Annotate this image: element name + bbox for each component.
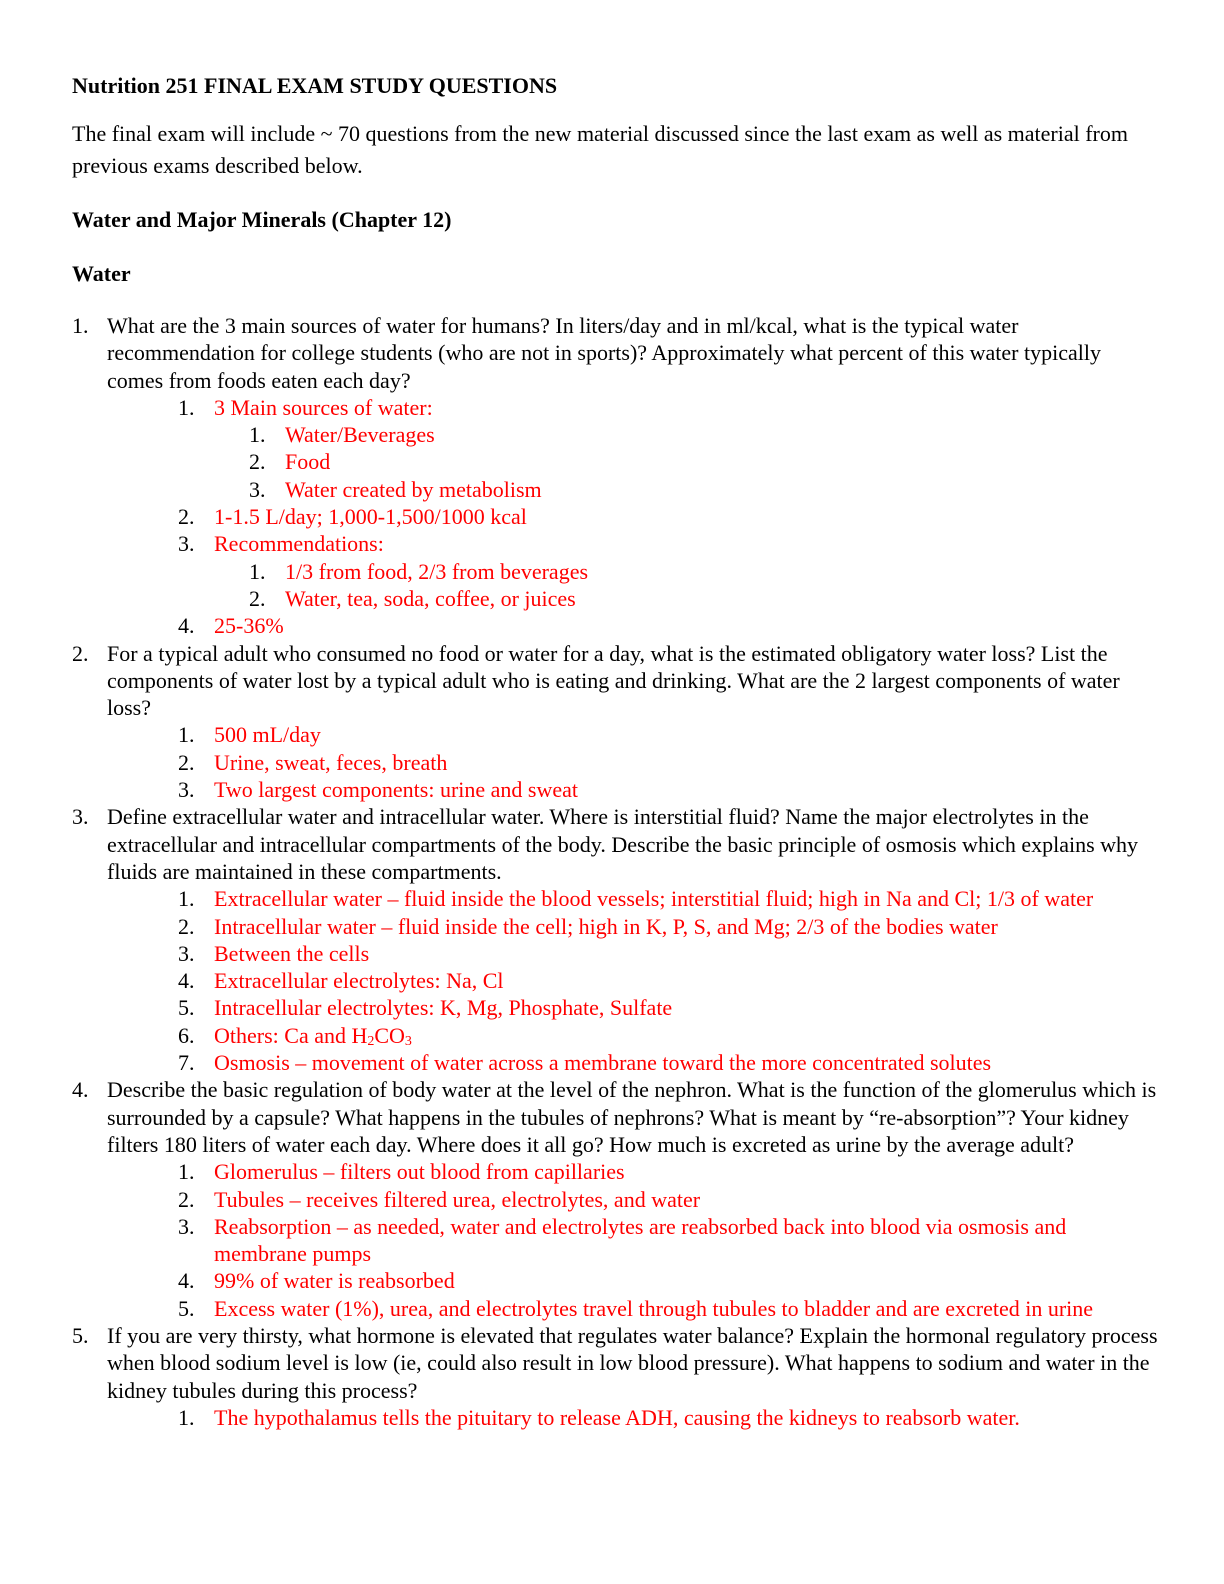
answer-item bbox=[107, 394, 1162, 421]
answer-text-part: CO bbox=[374, 1022, 405, 1048]
answer-item bbox=[107, 612, 1162, 639]
answer-text: Excess water (1%), urea, and electrolytes travel through tubules to bladder and are excreted in urine bbox=[214, 1295, 1094, 1321]
question-text: If you are very thirsty, what hormone is elevated that regulates water balance? Explain the hormonal regulatory process when blood sodium level is low (ie, could also result in low blood pressure). What happens to sodium and water in the kidney tubules during this process? bbox=[107, 1322, 1158, 1403]
sub-answer-item bbox=[107, 421, 1162, 448]
sub-answer-text: Water created by metabolism bbox=[285, 476, 542, 502]
sub-answer-number: 3. bbox=[249, 476, 266, 502]
answer-text: Tubules – receives filtered urea, electrolytes, and water bbox=[214, 1186, 701, 1212]
answer-text: 3 Main sources of water: bbox=[214, 394, 433, 420]
answer-item bbox=[107, 1049, 1162, 1076]
answer-number: 3. bbox=[178, 1213, 195, 1239]
question-text: For a typical adult who consumed no food or water for a day, what is the estimated obligatory water loss? List the components of water lost by a typical adult who is eating and drinking. What are the 2 largest components of water loss? bbox=[107, 640, 1120, 721]
answer-text: 1-1.5 L/day; 1,000-1,500/1000 kcal bbox=[214, 504, 527, 530]
answer-item bbox=[107, 1404, 1162, 1431]
answer-text: Intracellular electrolytes: K, Mg, Phosphate, Sulfate bbox=[214, 995, 673, 1021]
answer-number: 4. bbox=[178, 968, 195, 994]
subscript: 2 bbox=[367, 1033, 375, 1049]
question-item bbox=[72, 312, 1162, 640]
intro-paragraph: The final exam will include ~ 70 questions from the new material discussed since the last exam as well as material from previous exams described below. bbox=[72, 121, 1128, 178]
sub-answer-text: 1/3 from food, 2/3 from beverages bbox=[285, 558, 589, 584]
answer-item bbox=[107, 1158, 1162, 1185]
answer-number: 1. bbox=[178, 886, 195, 912]
answer-number: 3. bbox=[178, 940, 195, 966]
answer-text: Intracellular water – fluid inside the cell; high in K, P, S, and Mg; 2/3 of the bodies water bbox=[214, 913, 998, 939]
section-heading: Water and Major Minerals (Chapter 12) bbox=[72, 207, 452, 232]
answer-number: 3. bbox=[178, 777, 195, 803]
answer-text: Two largest components: urine and sweat bbox=[214, 777, 579, 803]
answer-number: 4. bbox=[178, 1268, 195, 1294]
document-page bbox=[72, 68, 1162, 1431]
answer-number: 5. bbox=[178, 995, 195, 1021]
question-number: 3. bbox=[72, 804, 89, 830]
sub-answer-number: 1. bbox=[249, 422, 266, 448]
answer-number: 3. bbox=[178, 531, 195, 557]
answer-text-part: Others: Ca and H bbox=[214, 1022, 368, 1048]
answer-text: 500 mL/day bbox=[214, 722, 321, 748]
answer-item bbox=[107, 913, 1162, 940]
answer-item bbox=[107, 885, 1162, 912]
answer-item bbox=[107, 530, 1162, 557]
answer-item bbox=[107, 503, 1162, 530]
answer-text: Between the cells bbox=[214, 940, 370, 966]
sub-answer-text: Water/Beverages bbox=[285, 422, 435, 448]
answer-list bbox=[107, 1404, 1162, 1431]
answer-item bbox=[107, 1267, 1162, 1294]
question-text: Describe the basic regulation of body water at the level of the nephron. What is the function of the glomerulus which is surrounded by a capsule? What happens in the tubules of nephrons? What is meant by “re-absorption”? Your kidney filters 180 liters of water each day. Where does it all go? How much is excreted as urine by the average adult? bbox=[107, 1077, 1157, 1157]
answer-text: The hypothalamus tells the pituitary to release ADH, causing the kidneys to reabsorb water. bbox=[214, 1404, 1020, 1430]
question-text: What are the 3 main sources of water for humans? In liters/day and in ml/kcal, what is the typical water recommendation for college students (who are not in sports)? Approximately what percent of this water typically comes from foods eaten each day? bbox=[107, 313, 1101, 393]
answer-number: 4. bbox=[178, 613, 195, 639]
subsection-heading: Water bbox=[72, 261, 131, 286]
sub-answer-item bbox=[107, 448, 1162, 475]
answer-text: Glomerulus – filters out blood from capillaries bbox=[214, 1159, 625, 1185]
answer-number: 1. bbox=[178, 722, 195, 748]
answer-item bbox=[107, 1022, 1162, 1049]
sub-answer-item bbox=[107, 476, 1162, 503]
answer-list bbox=[107, 394, 1162, 640]
question-number: 5. bbox=[72, 1322, 89, 1348]
answer-text: Extracellular electrolytes: Na, Cl bbox=[214, 968, 504, 994]
answer-number: 1. bbox=[178, 394, 195, 420]
question-number: 1. bbox=[72, 313, 89, 338]
answer-text: 25-36% bbox=[214, 613, 284, 639]
answer-number: 7. bbox=[178, 1050, 195, 1076]
answer-item bbox=[107, 940, 1162, 967]
answer-item bbox=[107, 1186, 1162, 1213]
sub-answer-text: Water, tea, soda, coffee, or juices bbox=[285, 585, 576, 611]
answer-list bbox=[107, 1158, 1162, 1322]
question-text: Define extracellular water and intracellular water. Where is interstitial fluid? Name the major electrolytes in the extracellular and intracellular compartments of the body. Describe the basic principle of osmosis which explains why fluids are maintained in these compartments. bbox=[107, 804, 1139, 884]
answer-text: Extracellular water – fluid inside the blood vessels; interstitial fluid; high in Na and Cl; 1/3 of water bbox=[214, 886, 1094, 912]
sub-answer-item bbox=[107, 558, 1162, 585]
question-number: 4. bbox=[72, 1077, 89, 1103]
answer-text: Recommendations: bbox=[214, 531, 384, 557]
answer-text: Osmosis – movement of water across a membrane toward the more concentrated solutes bbox=[214, 1050, 992, 1076]
question-item bbox=[72, 640, 1162, 804]
answer-number: 2. bbox=[178, 1186, 195, 1212]
answer-number: 2. bbox=[178, 749, 195, 775]
answer-item bbox=[107, 776, 1162, 803]
question-item bbox=[72, 1322, 1162, 1431]
answer-number: 1. bbox=[178, 1159, 195, 1185]
answer-number: 6. bbox=[178, 1022, 195, 1048]
question-item bbox=[72, 1076, 1162, 1322]
sub-answer-number: 1. bbox=[249, 558, 266, 584]
sub-answer-text: Food bbox=[285, 449, 331, 475]
answer-item bbox=[107, 1295, 1162, 1322]
answer-text: Urine, sweat, feces, breath bbox=[214, 749, 448, 775]
question-item bbox=[72, 803, 1162, 1076]
question-list bbox=[72, 312, 1162, 1431]
answer-text: 99% of water is reabsorbed bbox=[214, 1268, 455, 1294]
sub-answer-number: 2. bbox=[249, 449, 266, 475]
answer-item bbox=[107, 749, 1162, 776]
answer-item bbox=[107, 721, 1162, 748]
sub-answer-item bbox=[107, 585, 1162, 612]
answer-list bbox=[107, 885, 1162, 1076]
answer-item bbox=[107, 1213, 1162, 1268]
answer-number: 1. bbox=[178, 1404, 195, 1430]
answer-text: Reabsorption – as needed, water and electrolytes are reabsorbed back into blood via osmosis and membrane pumps bbox=[214, 1213, 1067, 1267]
answer-item bbox=[107, 994, 1162, 1021]
answer-number: 2. bbox=[178, 504, 195, 530]
answer-number: 5. bbox=[178, 1295, 195, 1321]
question-number: 2. bbox=[72, 640, 89, 666]
answer-list bbox=[107, 721, 1162, 803]
answer-item bbox=[107, 967, 1162, 994]
document-title: Nutrition 251 FINAL EXAM STUDY QUESTIONS bbox=[72, 73, 558, 98]
answer-text bbox=[214, 1023, 412, 1048]
sub-answer-number: 2. bbox=[249, 585, 266, 611]
subscript: 3 bbox=[404, 1033, 412, 1049]
answer-number: 2. bbox=[178, 913, 195, 939]
